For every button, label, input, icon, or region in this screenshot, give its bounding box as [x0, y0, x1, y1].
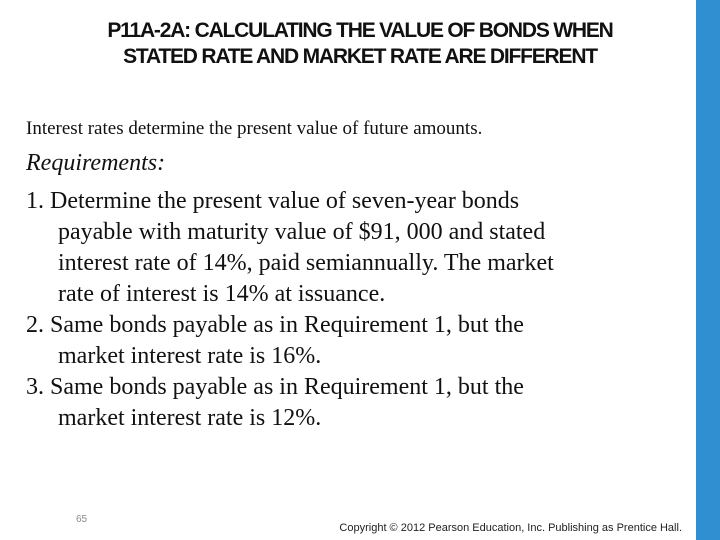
intro-text: Interest rates determine the present value of future amounts. — [26, 118, 483, 139]
requirement-item-3 — [26, 372, 646, 434]
requirement-1-line-3: interest rate of 14%, paid semiannually. The market — [58, 250, 554, 276]
requirements-list — [26, 186, 646, 434]
slide-title-line-1: P11A-2A: CALCULATING THE VALUE OF BONDS WHEN — [107, 19, 613, 42]
requirements-heading: Requirements: — [26, 150, 166, 176]
requirement-2-line-2: market interest rate is 16%. — [58, 343, 322, 369]
slide-title — [40, 18, 680, 70]
requirement-3-line-2: market interest rate is 12%. — [58, 405, 322, 431]
page-number: 65 — [76, 514, 88, 525]
accent-side-bar — [696, 0, 720, 540]
requirement-item-1 — [26, 186, 646, 310]
copyright-notice: Copyright © 2012 Pearson Education, Inc. Publishing as Prentice Hall. — [339, 522, 682, 534]
requirement-3-line-1: 3. Same bonds payable as in Requirement 1, but the — [26, 374, 524, 400]
requirement-1-line-2: payable with maturity value of $91, 000 and stated — [58, 219, 546, 245]
requirement-item-2 — [26, 310, 646, 372]
requirement-1-line-1: 1. Determine the present value of seven-year bonds — [26, 188, 520, 214]
requirement-1-line-4: rate of interest is 14% at issuance. — [58, 281, 386, 307]
requirement-2-line-1: 2. Same bonds payable as in Requirement 1, but the — [26, 312, 524, 338]
slide-title-line-2: STATED RATE AND MARKET RATE ARE DIFFERENT — [123, 45, 597, 68]
